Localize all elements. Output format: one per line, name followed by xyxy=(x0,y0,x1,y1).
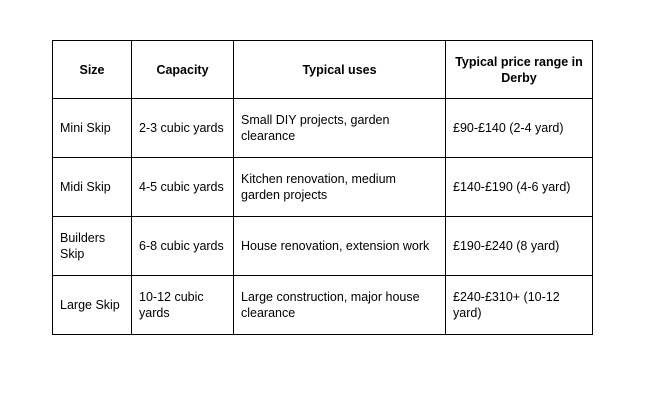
cell-capacity: 10-12 cubic yards xyxy=(132,276,234,335)
cell-price-range: £240-£310+ (10-12 yard) xyxy=(446,276,593,335)
header-typical-uses: Typical uses xyxy=(234,41,446,99)
cell-size: Builders Skip xyxy=(53,217,132,276)
header-capacity: Capacity xyxy=(132,41,234,99)
cell-size: Midi Skip xyxy=(53,158,132,217)
cell-capacity: 6-8 cubic yards xyxy=(132,217,234,276)
cell-size: Large Skip xyxy=(53,276,132,335)
table-row xyxy=(53,158,593,217)
table-row xyxy=(53,217,593,276)
table-header-row xyxy=(53,41,593,99)
header-price-range: Typical price range in Derby xyxy=(446,41,593,99)
cell-typical-uses: Small DIY projects, garden clearance xyxy=(234,99,446,158)
header-size: Size xyxy=(53,41,132,99)
cell-price-range: £140-£190 (4-6 yard) xyxy=(446,158,593,217)
cell-capacity: 4-5 cubic yards xyxy=(132,158,234,217)
cell-size: Mini Skip xyxy=(53,99,132,158)
table-row xyxy=(53,99,593,158)
cell-price-range: £90-£140 (2-4 yard) xyxy=(446,99,593,158)
skip-size-table xyxy=(52,40,593,335)
cell-capacity: 2-3 cubic yards xyxy=(132,99,234,158)
table-row xyxy=(53,276,593,335)
cell-typical-uses: Kitchen renovation, medium garden projects xyxy=(234,158,446,217)
cell-price-range: £190-£240 (8 yard) xyxy=(446,217,593,276)
cell-typical-uses: Large construction, major house clearance xyxy=(234,276,446,335)
cell-typical-uses: House renovation, extension work xyxy=(234,217,446,276)
